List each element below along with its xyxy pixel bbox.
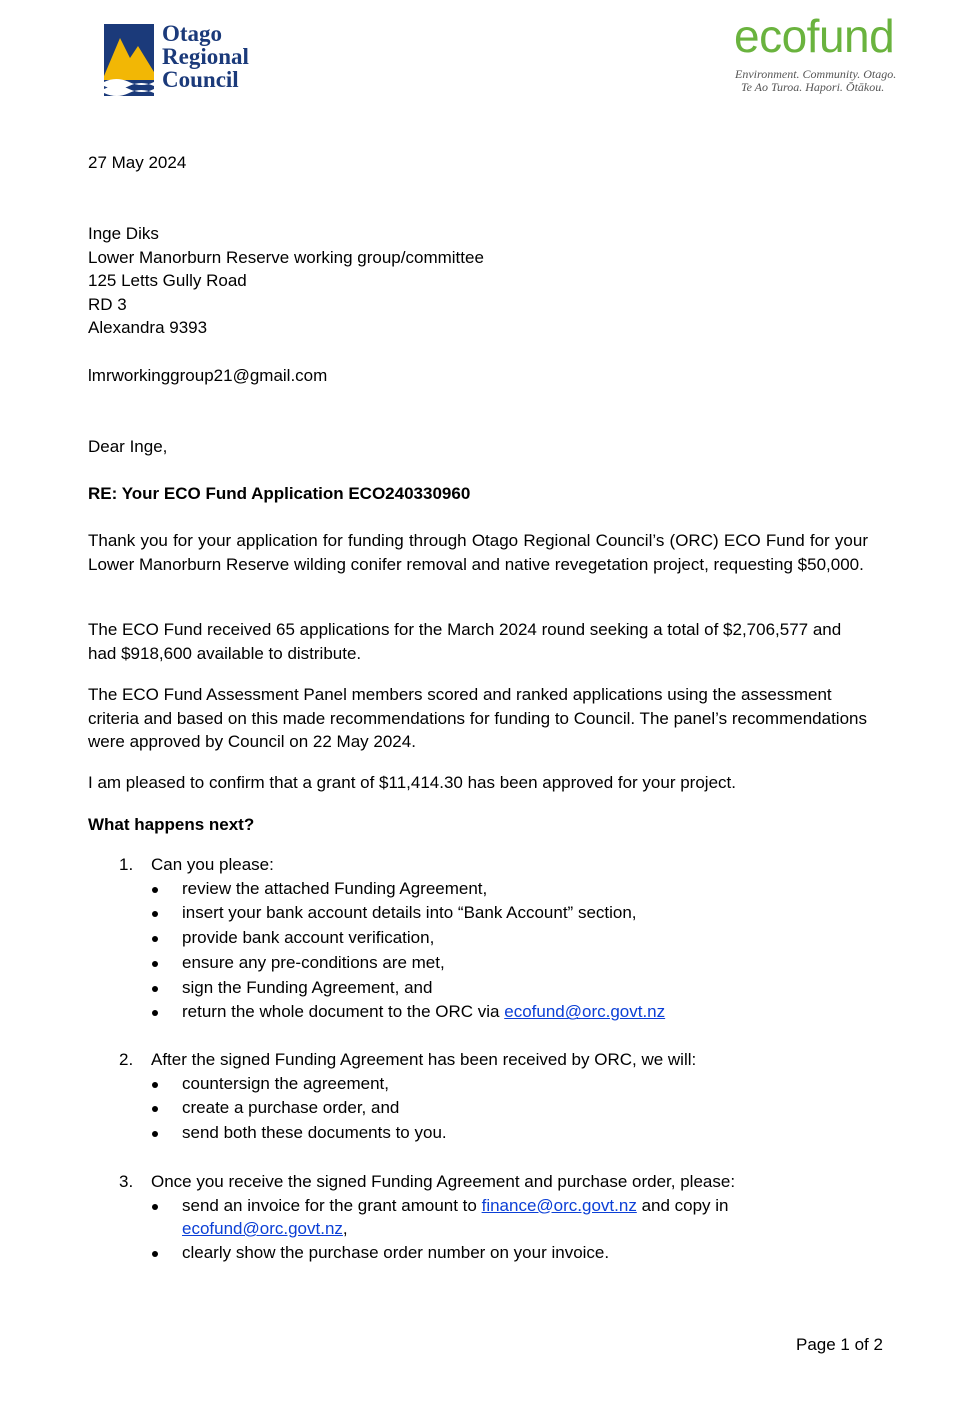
recipient-email: lmrworkinggroup21@gmail.com [88, 366, 328, 385]
next-steps-heading: What happens next? [88, 815, 255, 834]
step-1-bullets [151, 877, 868, 1026]
step-intro: Once you receive the signed Funding Agreement and purchase order, please: [151, 1172, 736, 1191]
step-intro: Can you please: [151, 855, 274, 874]
step-number: 3. [119, 1172, 134, 1191]
list-item: send both these documents to you. [151, 1121, 868, 1146]
ecofund-logo-word: ecofund [734, 10, 895, 62]
ecofund-email-link[interactable]: ecofund@orc.govt.nz [504, 1002, 666, 1022]
recipient-city: Alexandra 9393 [88, 318, 208, 337]
paragraph-grant: I am pleased to confirm that a grant of $11,414.30 has been approved for your project. [88, 773, 736, 792]
step-3 [88, 1170, 868, 1265]
list-item: return the whole document to the ORC via ecofund@orc.govt.nz [151, 1000, 868, 1025]
orc-mountain-icon [104, 24, 154, 96]
step-intro: After the signed Funding Agreement has been received by ORC, we will: [151, 1050, 697, 1069]
subject-line: RE: Your ECO Fund Application ECO240330960 [88, 484, 471, 503]
paragraph-assessment: The ECO Fund Assessment Panel members scored and ranked applications using the assessment criteria and based on this made recommendations for funding to Council. The panel’s recommendations were approved by Council on 22 May 2024. [88, 685, 867, 751]
list-item: send an invoice for the grant amount to finance@orc.govt.nz and copy in ecofund@orc.govt.nz, [151, 1194, 868, 1241]
list-item: review the attached Funding Agreement, [151, 877, 868, 902]
letter-date: 27 May 2024 [88, 153, 187, 172]
recipient-org: Lower Manorburn Reserve working group/committee [88, 247, 484, 267]
step-item [88, 853, 868, 1025]
list-item: ensure any pre-conditions are met, [151, 951, 868, 976]
page-number: Page 1 of 2 [796, 1335, 883, 1354]
step-item [88, 1170, 868, 1265]
step-number: 1. [119, 855, 134, 874]
finance-email-link[interactable]: finance@orc.govt.nz [481, 1195, 637, 1215]
recipient-address [88, 222, 868, 340]
list-item: provide bank account verification, [151, 926, 868, 951]
ecofund-logo [732, 10, 932, 100]
list-item: insert your bank account details into “Bank Account” section, [151, 901, 868, 926]
step-number: 2. [119, 1050, 134, 1069]
paragraph-intro: Thank you for your application for funding through Otago Regional Council’s (ORC) ECO Fund for your Lower Manorburn Reserve wilding conifer removal and native revegetation project, requesting $50,000. [88, 531, 868, 574]
ecofund-email-link[interactable]: ecofund@orc.govt.nz [182, 1219, 343, 1238]
list-item: countersign the agreement, [151, 1072, 868, 1097]
step-3-bullets [151, 1194, 868, 1266]
list-item: sign the Funding Agreement, and [151, 976, 868, 1001]
step-1 [88, 853, 868, 1025]
step-item [88, 1048, 868, 1146]
ecofund-tagline: Environment. Community. Otago. Te Ao Turoa. Hapori. Ōtākou. [735, 67, 897, 94]
recipient-rd: RD 3 [88, 294, 127, 314]
paragraph-applications: The ECO Fund received 65 applications for the March 2024 round seeking a total of $2,706,577 and had $918,600 available to distribute. [88, 620, 842, 663]
list-item: create a purchase order, and [151, 1096, 868, 1121]
salutation: Dear Inge, [88, 437, 168, 456]
orc-logo [104, 22, 264, 98]
step-2-bullets [151, 1072, 868, 1146]
orc-logo-text: Otago Regional Council [162, 21, 249, 92]
recipient-name: Inge Diks [88, 224, 159, 243]
list-item: clearly show the purchase order number on your invoice. [151, 1241, 868, 1266]
step-2 [88, 1048, 868, 1146]
recipient-street: 125 Letts Gully Road [88, 271, 247, 290]
